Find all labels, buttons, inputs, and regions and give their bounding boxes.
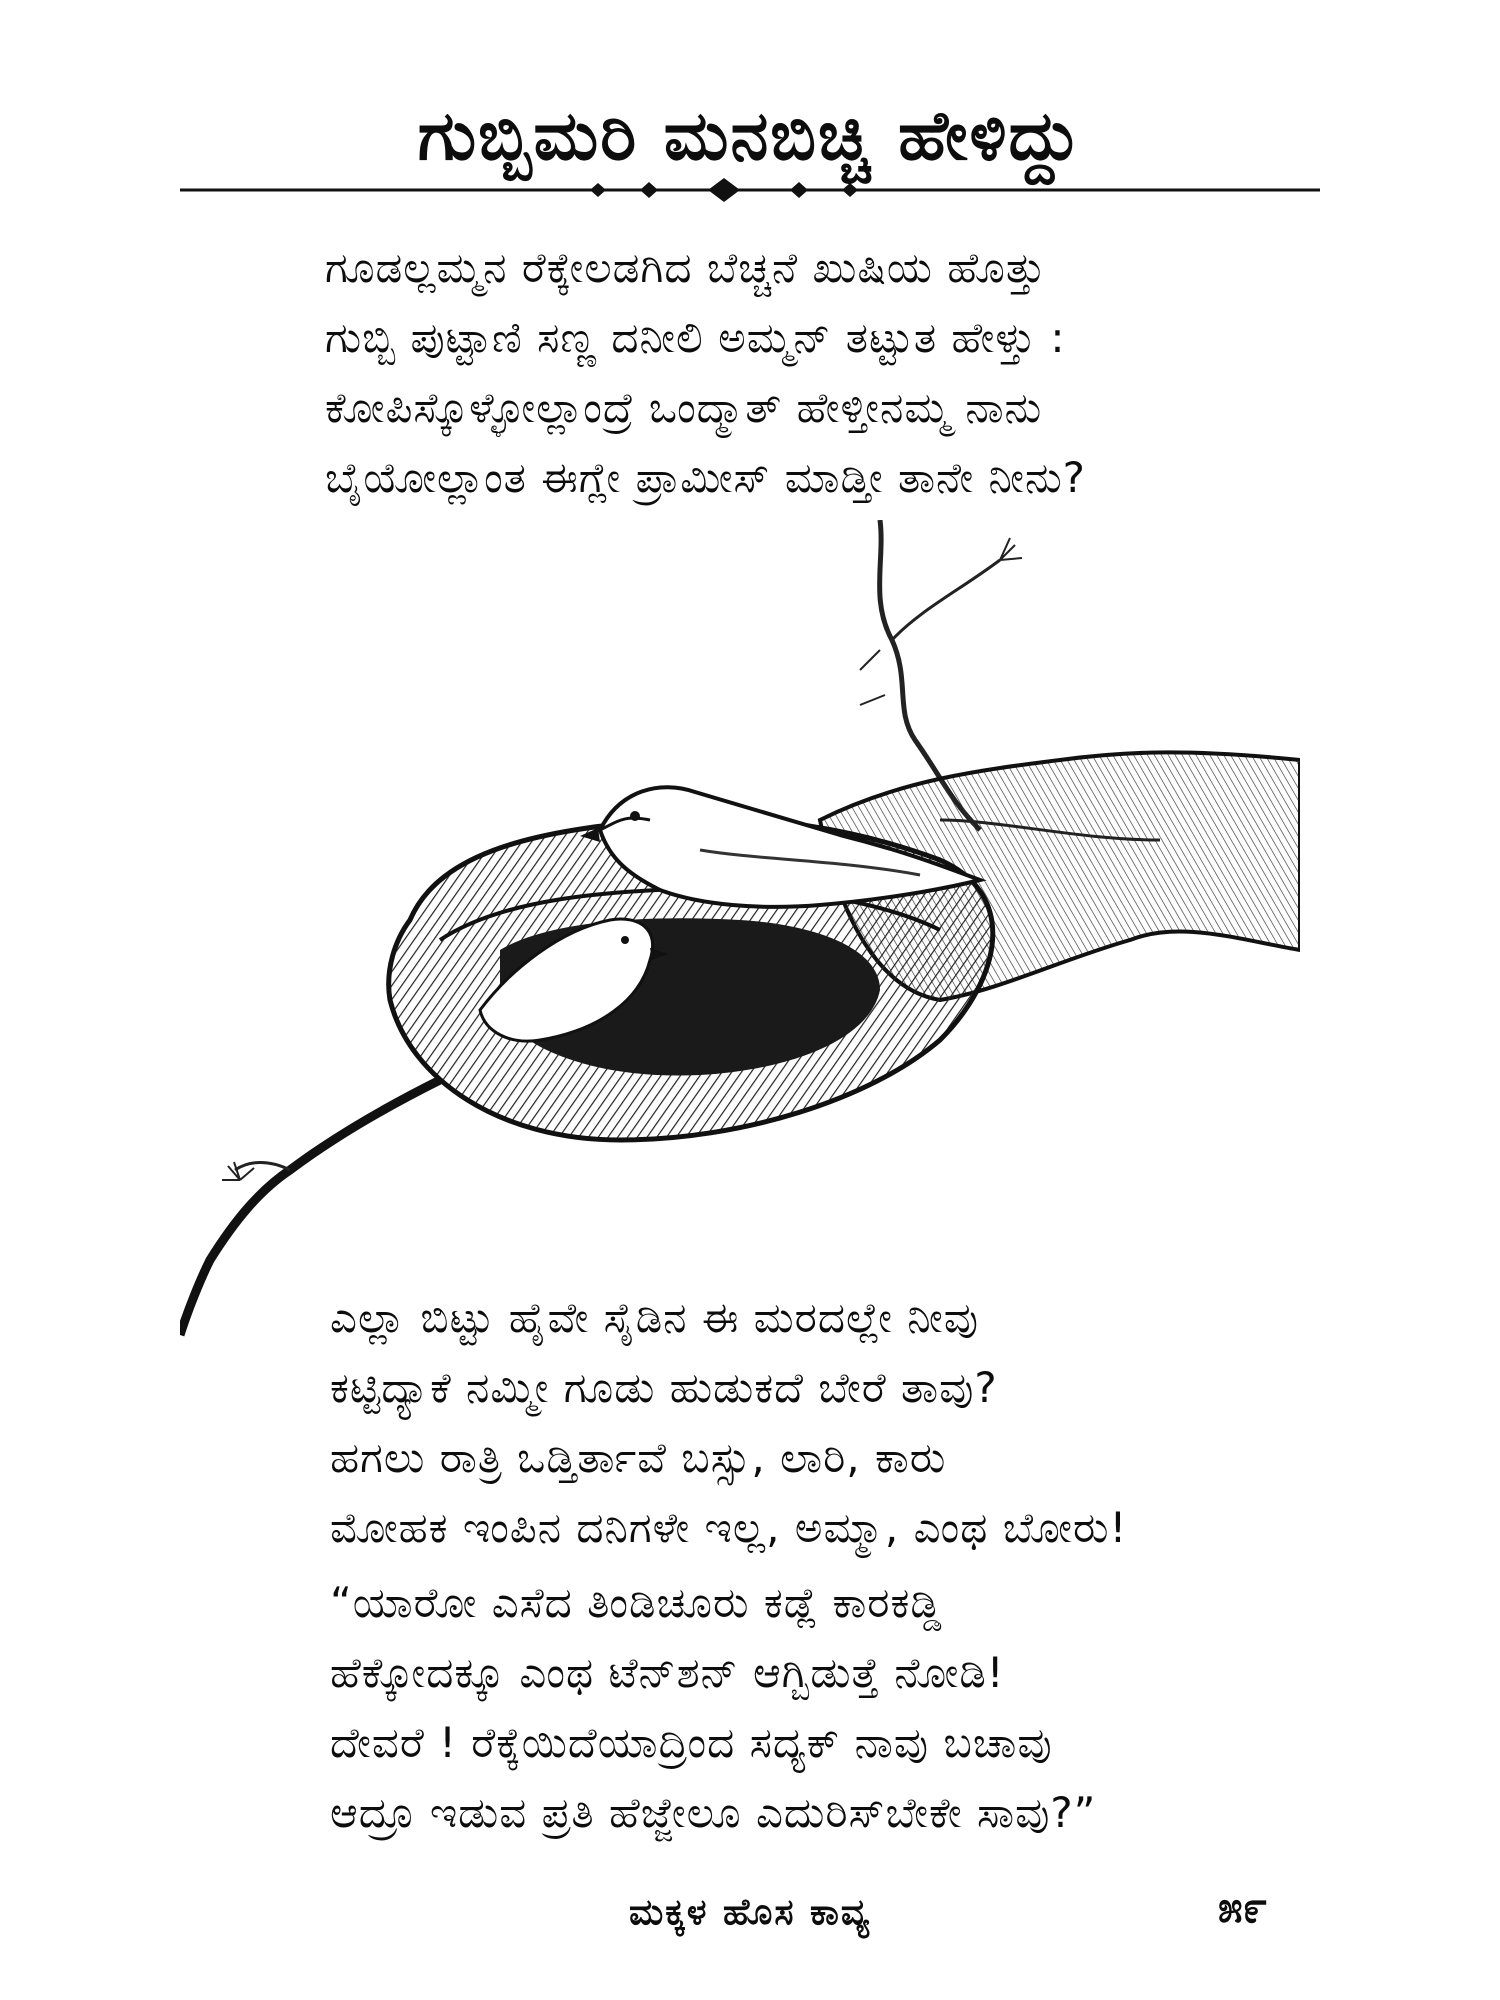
- nest-illustration: [180, 520, 1300, 1340]
- ornamental-divider: [180, 178, 1320, 202]
- verse-line: ಗೂಡಲ್ಲಮ್ಮನ ರೆಕ್ಕೇಲಡಗಿದ ಬೆಚ್ಚನೆ ಖುಷಿಯ ಹೊತ್ತು: [325, 243, 1047, 292]
- stanza-2: [330, 1283, 1127, 1563]
- verse-line: ಕೋಪಿಸ್ಕೊಳ್ಳೋಲ್ಲಾಂದ್ರೆ ಒಂದ್ಮಾತ್ ಹೇಳ್ತೀನಮ್ಮ ನಾನು: [325, 383, 1043, 432]
- verse-line: ಗುಬ್ಬಿ ಪುಟ್ಟಾಣಿ ಸಣ್ಣ ದನೀಲಿ ಅಮ್ಮನ್ ತಟ್ಟುತ ಹೇಳ್ತು :: [325, 313, 1066, 362]
- verse-line: ಎಲ್ಲಾ ಬಿಟ್ಟು ಹೈವೇ ಸೈಡಿನ ಈ ಮರದಲ್ಲೇ ನೀವು: [330, 1293, 979, 1342]
- verse-line: ಹೆಕ್ಕೋದಕ್ಕೂ ಎಂಥ ಟೆನ್‌ಶನ್ ಆಗ್ಬಿಡುತ್ತೆ ನೋಡಿ!: [330, 1648, 1005, 1697]
- running-footer-title: ಮಕ್ಕಳ ಹೊಸ ಕಾವ್ಯ: [629, 1892, 871, 1933]
- verse-line: ಆದ್ರೂ ಇಡುವ ಪ್ರತಿ ಹೆಜ್ಜೇಲೂ ಎದುರಿಸ್‌ಬೇಕೇ ಸಾವು?”: [330, 1788, 1097, 1837]
- stanza-1: [325, 233, 1086, 513]
- verse-line: “ಯಾರೋ ಎಸೆದ ತಿಂಡಿಚೂರು ಕಡ್ಲೆ ಕಾರಕಡ್ಡಿ: [330, 1578, 943, 1627]
- verse-line: ಹಗಲು ರಾತ್ರಿ ಒಡ್ತಿರ್ತಾವೆ ಬಸ್ಸು, ಲಾರಿ, ಕಾರು: [330, 1433, 947, 1482]
- verse-line: ಕಟ್ಟಿದ್ಯಾಕೆ ನಮ್ಮೀ ಗೂಡು ಹುಡುಕದೆ ಬೇರೆ ತಾವು?: [330, 1363, 998, 1412]
- stanza-3: [330, 1568, 1096, 1848]
- page-number: ೫೯: [1218, 1882, 1268, 1933]
- verse-line: ಮೋಹಕ ಇಂಪಿನ ದನಿಗಳೇ ಇಲ್ಲ, ಅಮ್ಮಾ, ಎಂಥ ಬೋರು!: [330, 1503, 1128, 1552]
- verse-line: ದೇವರೆ ! ರೆಕ್ಕೆಯಿದೆಯಾದ್ರಿಂದ ಸದ್ಯಕ್ ನಾವು ಬಚಾವು: [330, 1718, 1053, 1767]
- poem-title: ಗುಬ್ಬಿಮರಿ ಮನಬಿಚ್ಚಿ ಹೇಳಿದ್ದು: [417, 97, 1083, 176]
- verse-line: ಬೈಯೋಲ್ಲಾಂತ ಈಗ್ಲೇ ಪ್ರಾಮೀಸ್ ಮಾಡ್ತೀ ತಾನೇ ನೀನು?: [325, 453, 1086, 502]
